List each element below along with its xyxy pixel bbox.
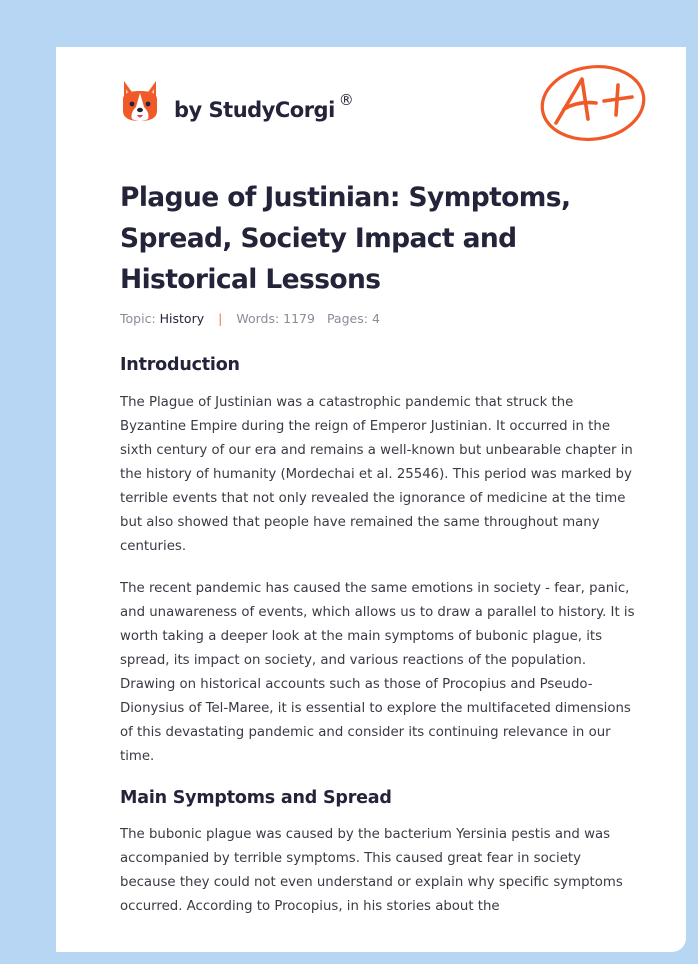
section-heading-main-symptoms: Main Symptoms and Spread (120, 788, 392, 808)
a-plus-grade-icon (538, 59, 650, 143)
corgi-icon (120, 79, 160, 125)
topic-link[interactable]: History (159, 311, 205, 326)
essay-page (56, 47, 686, 952)
paragraph: The Plague of Justinian was a catastrophic pandemic that struck the Byzantine Empire during the reign of Emperor Justinian. It occurred in the sixth century of our era and remains a well-known but unbearable chapter in the history of humanity (Mordechai et al. 25546). This period was marked by terrible events that not only revealed the ignorance of medicine at the time but also showed that people have remained the same throughout many centuries. (120, 395, 633, 554)
words-count: 1179 (283, 311, 315, 326)
essay-title: Plague of Justinian: Symptoms, Spread, Society Impact and Historical Lessons (120, 182, 571, 295)
grade-badge (538, 59, 650, 147)
studycorgi-logo[interactable] (120, 77, 353, 127)
pages-label: Pages: (326, 311, 368, 326)
paragraph: The recent pandemic has caused the same emotions in society - fear, panic, and unawareness of events, which allows us to draw a parallel to history. It is worth taking a deeper look at the main symptoms of bubonic plague, its spread, its impact on society, and various reactions of the population. Drawing on historical accounts such as those of Procopius and Pseudo-Dionysius of Tel-Maree, it is essential to explore the multifaceted dimensions of this devastating pandemic and consider its continuing relevance in our time. (120, 581, 635, 764)
paragraph: The bubonic plague was caused by the bacterium Yersinia pestis and was accompanied by terrible symptoms. This caused great fear in society because they could not even understand or explain why specific symptoms occurred. According to Procopius, in his stories about the (120, 827, 623, 914)
pages-count: 4 (371, 311, 380, 326)
section-heading-introduction: Introduction (120, 355, 240, 375)
words-label: Words: (236, 311, 280, 326)
topic-label: Topic: (120, 311, 156, 326)
essay-meta (120, 311, 380, 326)
brand-name: by StudyCorgi ® (174, 90, 354, 122)
meta-separator: | (218, 311, 223, 326)
